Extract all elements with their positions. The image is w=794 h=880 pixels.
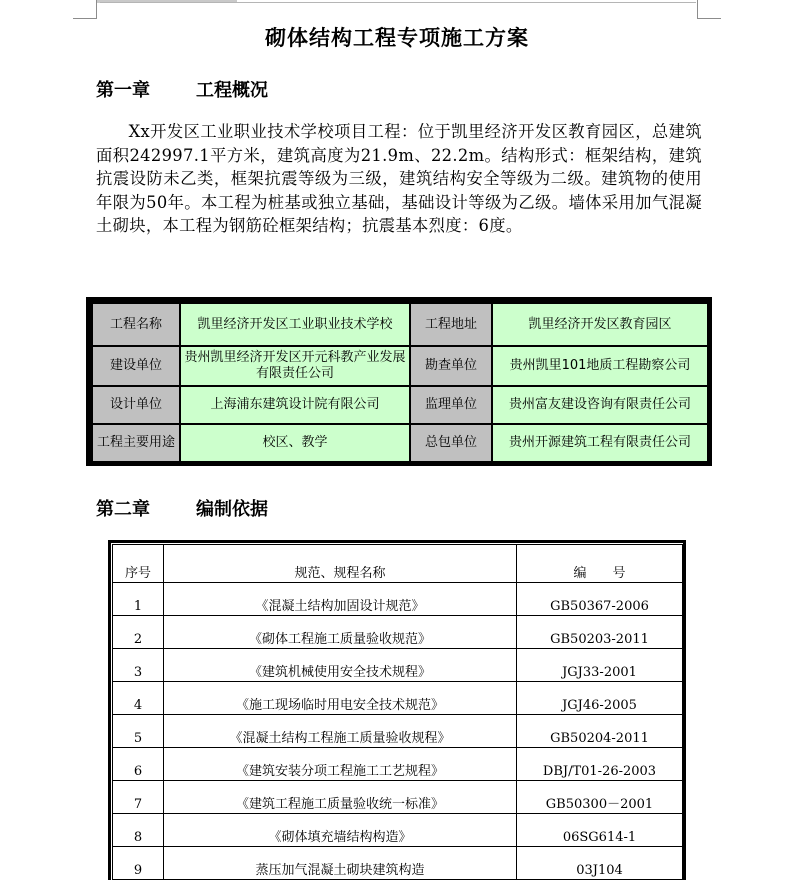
label-cell: 总包单位 — [410, 424, 492, 462]
header-index: 序号 — [113, 545, 164, 583]
project-info-grid — [91, 302, 709, 463]
header-code: 编 号 — [517, 545, 683, 583]
row-name: 《混凝土结构加固设计规范》 — [164, 583, 517, 616]
row-name: 《建筑安装分项工程施工工艺规程》 — [164, 748, 517, 781]
row-name: 《砌体工程施工质量验收规范》 — [164, 616, 517, 649]
row-code: JGJ46-2005 — [517, 682, 683, 715]
row-code: 06SG614-1 — [517, 814, 683, 847]
table-row — [113, 583, 683, 616]
standards-table — [108, 540, 686, 880]
row-index: 3 — [113, 649, 164, 682]
table-row — [92, 346, 708, 386]
row-name: 《建筑工程施工质量验收统一标准》 — [164, 781, 517, 814]
table-row — [113, 682, 683, 715]
row-code: GB50203-2011 — [517, 616, 683, 649]
row-code: 03J104 — [517, 847, 683, 880]
label-cell: 设计单位 — [92, 386, 180, 424]
value-cell: 凯里经济开发区教育园区 — [492, 303, 708, 346]
chapter-heading — [96, 76, 268, 102]
label-cell: 工程主要用途 — [92, 424, 180, 462]
table-row — [113, 748, 683, 781]
value-cell: 上海浦东建筑设计院有限公司 — [180, 386, 410, 424]
row-name: 《施工现场临时用电安全技术规范》 — [164, 682, 517, 715]
row-code: GB50204-2011 — [517, 715, 683, 748]
row-index: 7 — [113, 781, 164, 814]
row-code: GB50367-2006 — [517, 583, 683, 616]
row-index: 1 — [113, 583, 164, 616]
page-corner-mark-left — [73, 0, 97, 19]
chapter-title: 编制依据 — [196, 499, 268, 520]
project-overview-paragraph: Xx开发区工业职业技术学校项目工程：位于凯里经济开发区教育园区，总建筑面积242997.1平方米，建筑高度为21.9m、22.2m。结构形式：框架结构，建筑抗震设防未乙类，框架抗震等级为三级，建筑结构安全等级为二级。建筑物的使用年限为50年。本工程为桩基或独立基础，基础设计等级为乙级。墙体采用加气混凝土砌块，本工程为钢筋砼框架结构；抗震基本烈度：6度。 — [96, 122, 702, 235]
header-rule — [100, 2, 696, 3]
table-header-row — [113, 545, 683, 583]
row-index: 8 — [113, 814, 164, 847]
row-code: JGJ33-2001 — [517, 649, 683, 682]
chapter-number: 第二章 — [96, 499, 150, 520]
table-row — [113, 715, 683, 748]
value-cell: 凯里经济开发区工业职业技术学校 — [180, 303, 410, 346]
value-cell: 贵州富友建设咨询有限责任公司 — [492, 386, 708, 424]
row-index: 2 — [113, 616, 164, 649]
page-corner-mark-right — [697, 0, 721, 19]
standards-grid — [112, 544, 683, 880]
label-cell: 工程名称 — [92, 303, 180, 346]
header-name: 规范、规程名称 — [164, 545, 517, 583]
row-index: 6 — [113, 748, 164, 781]
document-title: 砌体结构工程专项施工方案 — [265, 25, 529, 50]
chapter-title: 工程概况 — [196, 80, 268, 101]
row-index: 4 — [113, 682, 164, 715]
table-row — [113, 814, 683, 847]
value-cell: 贵州开源建筑工程有限责任公司 — [492, 424, 708, 462]
table-row — [92, 303, 708, 346]
row-code: DBJ/T01-26-2003 — [517, 748, 683, 781]
chapter-number: 第一章 — [96, 80, 150, 101]
row-code: GB50300－2001 — [517, 781, 683, 814]
row-name: 蒸压加气混凝土砌块建筑构造 — [164, 847, 517, 880]
label-cell: 工程地址 — [410, 303, 492, 346]
label-cell: 建设单位 — [92, 346, 180, 386]
table-row — [113, 649, 683, 682]
row-index: 5 — [113, 715, 164, 748]
table-row — [113, 847, 683, 880]
row-index: 9 — [113, 847, 164, 880]
chapter-heading — [96, 495, 268, 521]
table-row — [92, 424, 708, 462]
row-name: 《砌体填充墙结构构造》 — [164, 814, 517, 847]
table-row — [113, 781, 683, 814]
row-name: 《建筑机械使用安全技术规程》 — [164, 649, 517, 682]
value-cell: 贵州凯里101地质工程勘察公司 — [492, 346, 708, 386]
label-cell: 勘查单位 — [410, 346, 492, 386]
table-row — [92, 386, 708, 424]
table-row — [113, 616, 683, 649]
value-cell: 校区、教学 — [180, 424, 410, 462]
project-info-table — [86, 297, 712, 466]
value-cell: 贵州凯里经济开发区开元科教产业发展有限责任公司 — [180, 346, 410, 386]
row-name: 《混凝土结构工程施工质量验收规程》 — [164, 715, 517, 748]
label-cell: 监理单位 — [410, 386, 492, 424]
